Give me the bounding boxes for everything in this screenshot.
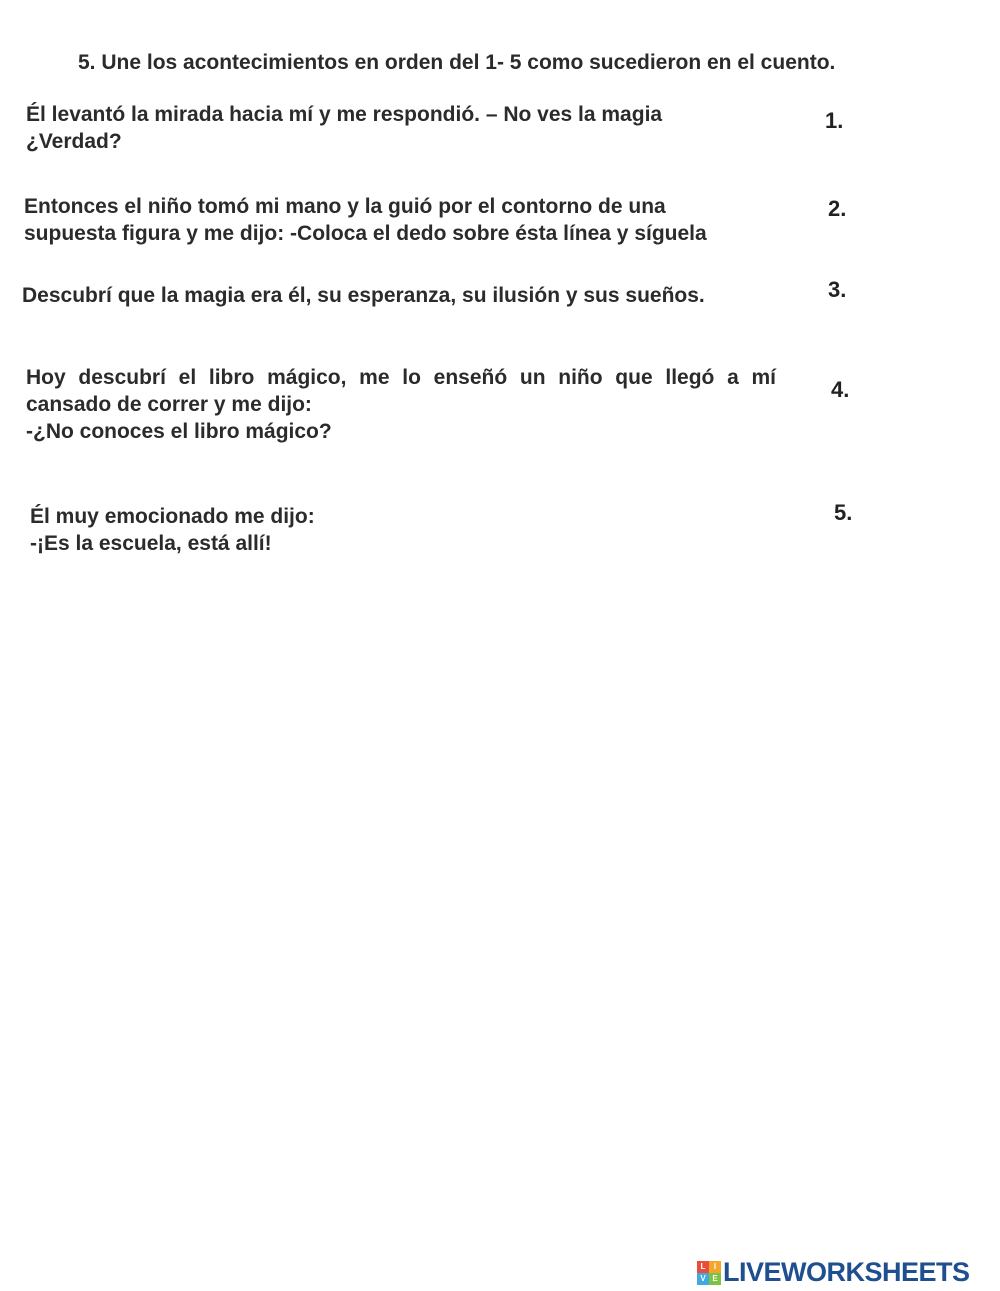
event-line: Hoy descubrí el libro mágico, me lo enseñó un niño que llegó a mí [26,366,776,389]
event-line: Él levantó la mirada hacia mí y me respondió. – No ves la magia [26,103,663,126]
order-number-5[interactable]: 5. [834,500,853,525]
event-line: supuesta figura y me dijo: -Coloca el dedo sobre ésta línea y síguela [24,222,707,245]
event-line: cansado de correr y me dijo: [26,393,312,416]
event-text-1 [26,101,662,155]
logo-letter: L [697,1261,709,1273]
event-line: ¿Verdad? [26,130,122,153]
event-line: Descubrí que la magia era él, su esperanza, su ilusión y sus sueños. [22,284,705,307]
event-text-4 [26,364,776,445]
event-text-2 [24,193,707,247]
brand-name: LIVEWORKSHEETS [723,1257,970,1287]
instruction-heading: 5. Une los acontecimientos en orden del 1- 5 como sucedieron en el cuento. [78,51,836,74]
event-line: -¿No conoces el libro mágico? [26,420,332,443]
logo-letter: V [697,1273,709,1285]
liveworksheets-logo-icon [697,1261,721,1285]
event-line: Entonces el niño tomó mi mano y la guió por el contorno de una [24,195,666,218]
event-line: Él muy emocionado me dijo: [30,505,315,528]
order-number-2[interactable]: 2. [828,196,847,221]
logo-letter: I [709,1261,721,1273]
liveworksheets-brand [697,1257,970,1288]
logo-letter: E [709,1273,721,1285]
event-text-5 [30,503,315,557]
event-line: -¡Es la escuela, está allí! [30,532,272,555]
order-number-1[interactable]: 1. [825,108,844,133]
event-text-3 [22,282,705,309]
order-number-4[interactable]: 4. [831,377,850,402]
order-number-3[interactable]: 3. [828,277,847,302]
